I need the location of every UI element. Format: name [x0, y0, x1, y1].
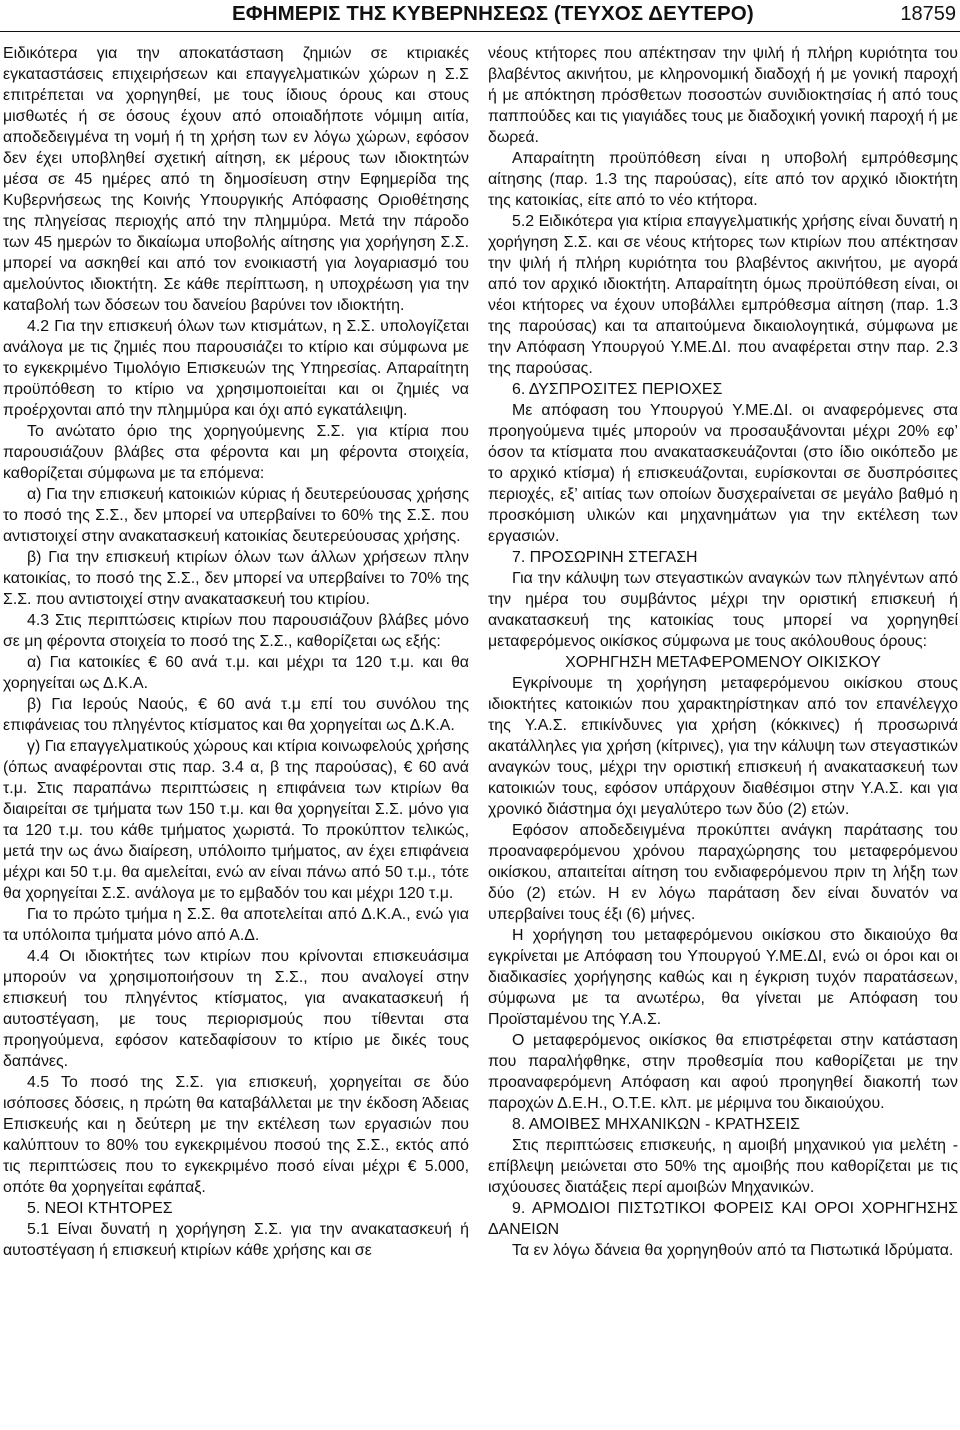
paragraph: Για το πρώτο τμήμα η Σ.Σ. θα αποτελείται από Δ.Κ.Α., ενώ για τα υπόλοιπα τμήματα μόνο από Α.Δ.: [3, 906, 469, 944]
paragraph: 4.2 Για την επισκευή όλων των κτισμάτων, η Σ.Σ. υπολογίζεται ανάλογα με τις ζημιές που παρουσιάζει το κτίριο και σύμφωνα με το εγκεκριμένο Τιμολόγιο Επισκευών της Υπηρεσίας. Απαραίτητη προϋπόθεση το κτίριο να χρησιμοποιείται και οι ζημιές να προέρχονται από την πλημμύρα και όχι από εγκατάλειψη.: [3, 318, 469, 419]
paragraph: Στις περιπτώσεις επισκευής, η αμοιβή μηχανικού για μελέτη - επίβλεψη μειώνεται στο 50% της αμοιβής που καθορίζεται με τις ισχύουσες διατάξεις περί αμοιβών Μηχανικών.: [488, 1137, 958, 1196]
paragraph: Ειδικότερα για την αποκατάσταση ζημιών σε κτιριακές εγκαταστάσεις επιχειρήσεων και επαγγελματικών χώρων η Σ.Σ επιτρέπεται να χορηγηθεί, με τους ίδιους όρους και στους μισθωτές ή σε όσους έχουν από οποιαδήποτε νόμιμη αιτία, αποδεδειγμένα τη νομή ή τη χρήση των εν λόγω χώρων, εφόσον δεν έχει υποβληθεί σχετική αίτηση, εκ μέρους των ιδιοκτητών μέσα σε 45 ημέρες από τη δημοσίευση στην Εφημερίδα της Κυβερνήσεως της Κοινής Υπουργικής Απόφασης Οριοθέτησης της πληγείσας περιοχής από την πλημμύρα. Μετά την πάροδο των 45 ημερών το δικαίωμα υποβολής αίτησης για χορήγηση Σ.Σ. μπορεί να ασκηθεί και από τον ενοικιαστή για λογαριασμό του αμελούντος ιδιοκτήτη. Σε κάθε περίπτωση, η υποχρέωση για την καταβολή των δόσεων του δανείου βαρύνει τον ιδιοκτήτη.: [3, 45, 469, 314]
paragraph: α) Για κατοικίες € 60 ανά τ.μ. και μέχρι τα 120 τ.μ. και θα χορηγείται ως Δ.Κ.Α.: [3, 654, 469, 692]
section-heading: 6. ΔΥΣΠΡΟΣΙΤΕΣ ΠΕΡΙΟΧΕΣ: [512, 381, 723, 398]
left-column: [3, 43, 469, 1261]
paragraph: Εφόσον αποδεδειγμένα προκύπτει ανάγκη παράτασης του προαναφερόμενου χρόνου παραχώρησης του μεταφερόμενου οικίσκου, απαιτείται αίτηση του ενδιαφερόμενου πριν τη λήξη των δύο (2) ετών. Η εν λόγω παράταση δεν είναι δυνατόν να υπερβαίνει τους έξι (6) μήνες.: [488, 822, 958, 923]
section-heading: 7. ΠΡΟΣΩΡΙΝΗ ΣΤΕΓΑΣΗ: [512, 549, 698, 566]
gazette-title: ΕΦΗΜΕΡΙΣ ΤΗΣ ΚΥΒΕΡΝΗΣΕΩΣ (ΤΕΥΧΟΣ ΔΕΥΤΕΡΟ): [232, 2, 754, 25]
header-rule: [0, 31, 960, 32]
right-column: [488, 43, 958, 1261]
paragraph: Για την κάλυψη των στεγαστικών αναγκών των πληγέντων από την ημέρα του συμβάντος μέχρι την οριστική επισκευή ή ανακατασκευή της κατοικίας τους μπορεί να χορηγηθεί μεταφερόμενος οικίσκος σύμφωνα με τους ακόλουθους όρους:: [488, 570, 958, 650]
paragraph: Η χορήγηση του μεταφερόμενου οικίσκου στο δικαιούχο θα εγκρίνεται με Απόφαση του Υπουργού Υ.ΜΕ.ΔΙ, ενώ οι όροι και οι διαδικασίες χορήγησης καθώς και η έγκριση τυχόν παρατάσεων, σύμφωνα με τα ανωτέρω, θα γίνεται με Απόφαση του Προϊσταμένου της Υ.Α.Σ.: [488, 927, 958, 1028]
paragraph: Το ανώτατο όριο της χορηγούμενης Σ.Σ. για κτίρια που παρουσιάζουν βλάβες στα φέροντα και μη φέροντα στοιχεία, καθορίζεται σύμφωνα με τα επόμενα:: [3, 423, 469, 482]
section-heading: 8. ΑΜΟΙΒΕΣ ΜΗΧΑΝΙΚΩΝ - ΚΡΑΤΗΣΕΙΣ: [512, 1116, 800, 1133]
paragraph: 4.4 Οι ιδιοκτήτες των κτιρίων που κρίνονται επισκευάσιμα μπορούν να χρησιμοποιήσουν τη Σ.Σ., που αναλογεί στην επισκευή του πληγέντος κτίσματος, για ανακατασκευή ή αυτοστέγαση, με τους περιορισμούς που τίθενται στα προηγούμενα, εφόσον κατεδαφίσουν το κτίριο με δικές τους δαπάνες.: [3, 948, 469, 1070]
paragraph: β) Για την επισκευή κτιρίων όλων των άλλων χρήσεων πλην κατοικίας, το ποσό της Σ.Σ., δεν μπορεί να υπερβαίνει το 70% της Σ.Σ. που αντιστοιχεί στην ανακατασκευή του κτιρίου.: [3, 549, 469, 608]
paragraph: 5.1 Είναι δυνατή η χορήγηση Σ.Σ. για την ανακατασκευή ή αυτοστέγαση ή επισκευή κτιρίων κάθε χρήσης και σε: [3, 1221, 469, 1259]
section-heading: 5. ΝΕΟΙ ΚΤΗΤΟΡΕΣ: [27, 1200, 173, 1217]
paragraph: Με απόφαση του Υπουργού Υ.ΜΕ.ΔΙ. οι αναφερόμενες στα προηγούμενα τιμές μπορούν να προσαυξάνονται μέχρι 20% εφ’ όσον τα κτίσματα που ανακατασκευάζονται (στο ίδιο οικόπεδο με το αρχικό κτίσμα) ή επισκευάζονται, ευρίσκονται σε δυσπρόσιτες περιοχές, εξ’ αιτίας των οποίων δυσχεραίνεται σε μεγάλο βαθμό η προσκόμιση υλικών και μηχανημάτων για την εκτέλεση των εργασιών.: [488, 402, 958, 545]
paragraph: α) Για την επισκευή κατοικιών κύριας ή δευτερεύουσας χρήσης το ποσό της Σ.Σ., δεν μπορεί να υπερβαίνει το 60% της Σ.Σ. που αντιστοιχεί στην ανακατασκευή κατοικίας δευτερεύουσας χρήσης.: [3, 486, 469, 545]
paragraph: β) Για Ιερούς Ναούς, € 60 ανά τ.μ επί του συνόλου της επιφάνειας του πληγέντος κτίσματος και θα χορηγείται ως Δ.Κ.Α.: [3, 696, 469, 734]
section-heading: 9. ΑΡΜΟΔΙΟΙ ΠΙΣΤΩΤΙΚΟΙ ΦΟΡΕΙΣ ΚΑΙ ΟΡΟΙ ΧΟΡΗΓΗΣΗΣ ΔΑΝΕΙΩΝ: [488, 1200, 958, 1238]
paragraph: Απαραίτητη προϋπόθεση είναι η υποβολή εμπρόθεσμης αίτησης (παρ. 1.3 της παρούσας), είτε από τον αρχικό ιδιοκτήτη της κατοικίας, είτε από το νέο κτήτορα.: [488, 150, 958, 209]
paragraph: γ) Για επαγγελματικούς χώρους και κτίρια κοινωφελούς χρήσης (όπως αναφέρονται στις παρ. 3.4 α, β της παρούσας), € 60 ανά τ.μ. Στις παραπάνω περιπτώσεις η επιφάνεια των κτιρίων θα διαιρείται σε τμήματα των 150 τ.μ. και θα χορηγείται Σ.Σ. μόνο για τα 120 τ.μ. του κάθε τμήματος χωριστά. Το προκύπτον τελικώς, μετά την ως άνω διαίρεση, υπόλοιπο τμήματος, αν έχει επιφάνεια μέχρι και 50 τ.μ. θα αμελείται, ενώ αν είναι πάνω από 50 τ.μ., τότε θα χορηγείται Σ.Σ. ανάλογα με το εμβαδόν του και μέχρι 120 τ.μ.: [3, 738, 469, 902]
page-header: [0, 0, 960, 34]
paragraph: Τα εν λόγω δάνεια θα χορηγηθούν από τα Πιστωτικά Ιδρύματα.: [512, 1242, 954, 1259]
paragraph: 5.2 Ειδικότερα για κτίρια επαγγελματικής χρήσης είναι δυνατή η χορήγηση Σ.Σ. και σε νέους κτήτορες των κτιρίων που απέκτησαν την ψιλή ή πλήρη κυριότητα του βλαβέντος ακινήτου, με αγορά από τον αρχικό ιδιοκτήτη. Απαραίτητη όμως προϋπόθεση είναι, οι νέοι κτήτορες να έχουν υποβάλλει εμπρόθεσμα αίτηση (παρ. 1.3 της παρούσας) και τα απαιτούμενα δικαιολογητικά, σύμφωνα με την Απόφαση Υπουργού Υ.ΜΕ.ΔΙ. που αναφέρεται στην παρ. 2.3 της παρούσας.: [488, 213, 958, 377]
paragraph: Ο μεταφερόμενος οικίσκος θα επιστρέφεται στην κατάσταση που παραλήφθηκε, στην προθεσμία που καθορίζεται με την προαναφερόμενη Απόφαση και αφού προηγηθεί διακοπή των παροχών Δ.Ε.Η., Ο.Τ.Ε. κλπ. με μέριμνα του δικαιούχου.: [488, 1032, 958, 1112]
paragraph: 4.5 Το ποσό της Σ.Σ. για επισκευή, χορηγείται σε δύο ισόποσες δόσεις, η πρώτη θα καταβάλλεται με την έκδοση Άδειας Επισκευής και η δεύτερη με την εκτέλεση των εργασιών που καλύπτουν το 80% του εγκεκριμένου ποσού της Σ.Σ., εκτός από τις περιπτώσεις που το εγκεκριμένο ποσό είναι μέχρι € 5.000, οπότε θα χορηγείται εφάπαξ.: [3, 1074, 469, 1196]
paragraph: 4.3 Στις περιπτώσεις κτιρίων που παρουσιάζουν βλάβες μόνο σε μη φέροντα στοιχεία το ποσό της Σ.Σ., καθορίζεται ως εξής:: [3, 612, 469, 650]
page-number: 18759: [900, 3, 956, 25]
paragraph: νέους κτήτορες που απέκτησαν την ψιλή ή πλήρη κυριότητα του βλαβέντος ακινήτου, με κληρονομική διαδοχή ή με γονική παροχή ή με απόκτηση πρόσθετων ποσοστών συνιδιοκτησίας ή από τους παππούδες και τις γιαγιάδες τους με διαδοχική γονική παροχή ή με δωρεά.: [488, 45, 958, 146]
subsection-heading: ΧΟΡΗΓΗΣΗ ΜΕΤΑΦΕΡΟΜΕΝΟΥ ΟΙΚΙΣΚΟΥ: [565, 654, 881, 671]
paragraph: Εγκρίνουμε τη χορήγηση μεταφερόμενου οικίσκου στους ιδιοκτήτες κατοικιών που χαρακτηρίστηκαν από τον επανέλεγχο της Υ.Α.Σ. επικίνδυνες για χρήση (κόκκινες) ή προσωρινά ακατάλληλες για χρήση (κίτρινες), για την κάλυψη των στεγαστικών αναγκών τους, μέχρι την οριστική επισκευή ή ανακατασκευή των κατοικιών τους, εφόσον υπάρχουν διαθέσιμοι στην Υ.Α.Σ. και για χρονικό διάστημα όχι μεγαλύτερο των δύο (2) ετών.: [488, 675, 958, 818]
